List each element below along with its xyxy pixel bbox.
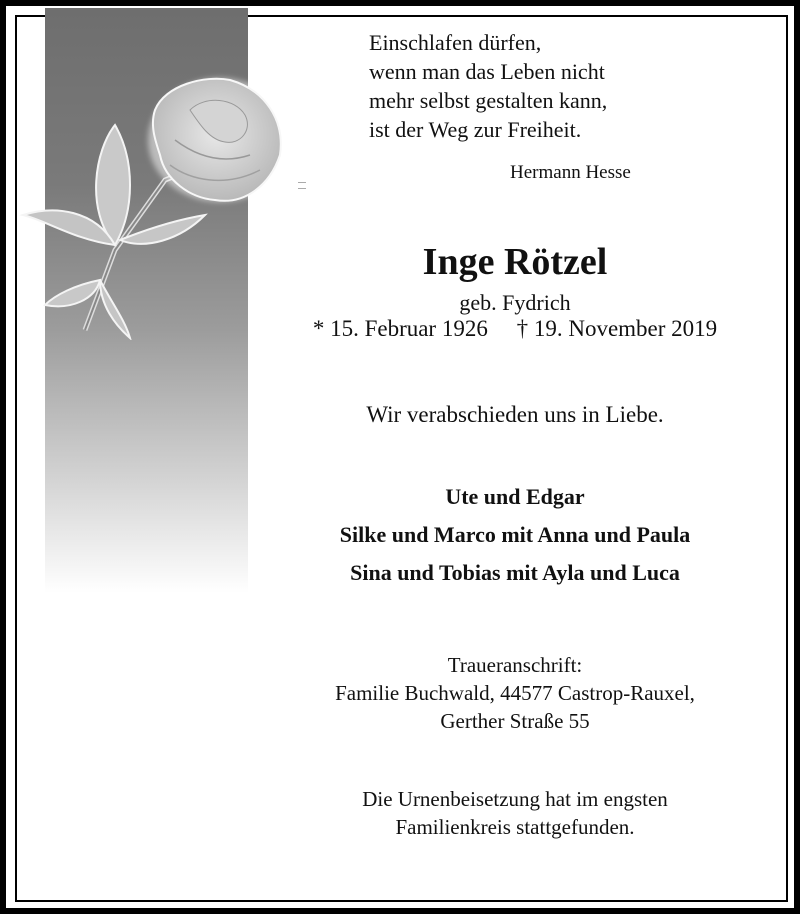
quote-line: ist der Weg zur Freiheit.	[369, 117, 582, 142]
rose-icon	[15, 70, 285, 340]
burial-note	[250, 785, 780, 841]
mourning-address	[250, 651, 780, 735]
family-member: Silke und Marco mit Anna und Paula	[339, 522, 691, 547]
address-label: Traueranschrift:	[447, 653, 583, 677]
quote-line: wenn man das Leben nicht	[369, 59, 605, 84]
burial-line: Familienkreis stattgefunden.	[395, 815, 635, 839]
death-date: † 19. November 2019	[516, 316, 718, 341]
small-mark	[298, 182, 306, 189]
family-member: Ute und Edgar	[445, 484, 585, 509]
family-member: Sina und Tobias mit Ayla und Luca	[350, 560, 680, 585]
maiden-name: geb. Fydrich	[459, 290, 571, 315]
burial-line: Die Urnenbeisetzung hat im engsten	[362, 787, 668, 811]
address-line: Gerther Straße 55	[440, 709, 590, 733]
farewell-text: Wir verabschieden uns in Liebe.	[366, 402, 664, 427]
address-line: Familie Buchwald, 44577 Castrop-Rauxel,	[335, 681, 695, 705]
life-dates	[250, 316, 780, 342]
quote	[369, 28, 607, 144]
quote-line: mehr selbst gestalten kann,	[369, 88, 608, 113]
deceased-name: Inge Rötzel	[422, 241, 608, 283]
quote-line: Einschlafen dürfen,	[369, 30, 542, 55]
family-list	[250, 478, 780, 592]
quote-author: Hermann Hesse	[510, 162, 631, 183]
birth-date: * 15. Februar 1926	[312, 316, 488, 341]
